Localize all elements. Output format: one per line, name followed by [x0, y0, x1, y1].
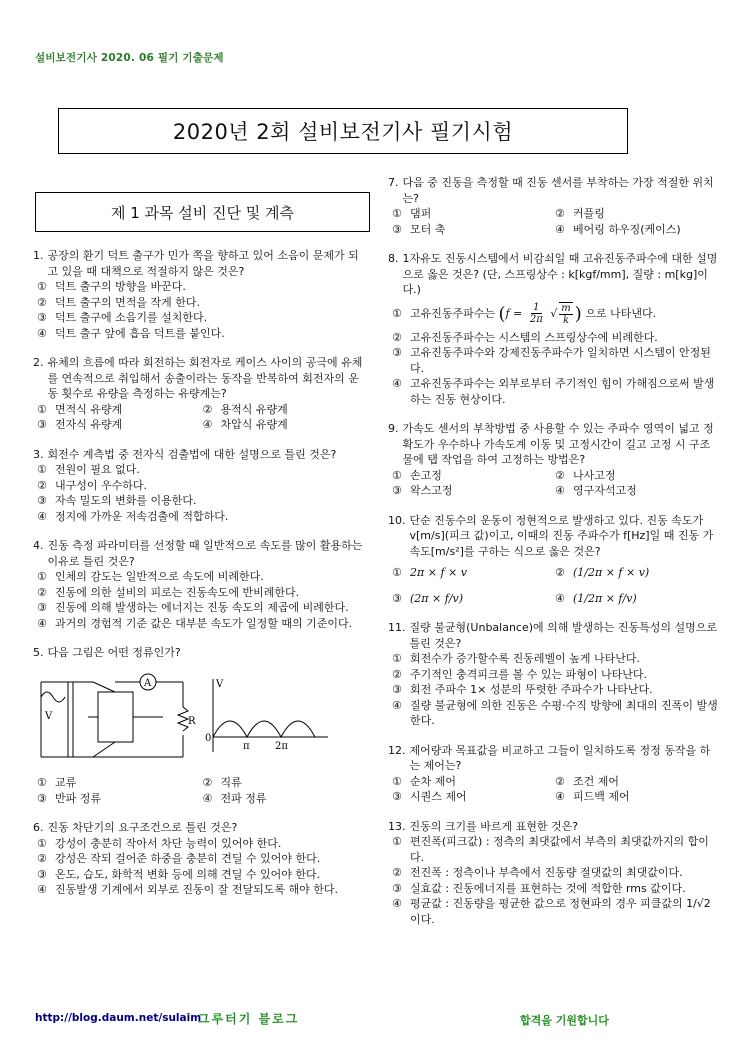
- option-3: ③ 실효값 : 진동에너지를 표현하는 것에 적합한 rms 값이다.: [392, 881, 686, 895]
- voltage-axis-label: V: [216, 678, 224, 690]
- rectifier-circuit-figure: [33, 667, 333, 767]
- question-9: [388, 421, 718, 499]
- question-number: 10.: [388, 513, 406, 527]
- question-6: [33, 820, 368, 898]
- question-number: 11.: [388, 621, 406, 634]
- blog-name: 그루터기 블로그: [198, 1012, 300, 1026]
- option-2: ② 조건 제어: [555, 774, 620, 788]
- question-8: [388, 251, 718, 407]
- option-3: ③ 자속 밀도의 변화를 이용한다.: [37, 494, 197, 507]
- option-1: ① 강성이 충분히 작아서 차단 능력이 있어야 한다.: [37, 836, 282, 850]
- right-column: [388, 175, 718, 941]
- option-3: ③ 고유진동주파수와 강제진동주파수가 일치하면 시스템이 안정된다.: [392, 346, 711, 375]
- option-2: ② 용적식 유량계: [202, 402, 288, 416]
- option-4: ④ 베어링 하우징(케이스): [555, 222, 681, 236]
- option-4: ④ 차압식 유량계: [202, 418, 288, 431]
- option-3: ③ 진동에 의해 발생하는 에너지는 진동 속도의 제곱에 비례한다.: [37, 601, 349, 614]
- option-2: ② 강성은 작되 걸어준 하중을 충분히 견딜 수 있어야 한다.: [37, 852, 321, 865]
- question-text: 진동의 크기를 바르게 표현한 것은?: [409, 819, 579, 833]
- question-13: [388, 819, 718, 928]
- question-text: 다음 중 진동을 측정할 때 진동 센서를 부착하는 가장 적절한 위치는?: [402, 176, 714, 205]
- option-4: ④ (1/2π × f/v): [555, 591, 637, 605]
- question-7: [388, 175, 718, 237]
- question-4: [33, 538, 368, 631]
- question-text: 진동 차단기의 요구조건으로 틀린 것은?: [47, 821, 238, 834]
- option-4: ④ 덕트 출구 앞에 흡음 덕트를 붙인다.: [37, 326, 225, 340]
- question-number: 2.: [33, 356, 44, 369]
- question-number: 12.: [388, 743, 406, 757]
- option-4: ④ 과거의 경험적 기준 값은 대부분 속도가 일정할 때의 기준이다.: [37, 616, 353, 630]
- option-1: ① 순차 제어: [392, 774, 457, 788]
- option-2: ② 주기적인 충격피크를 볼 수 있는 파형이 나타난다.: [392, 667, 647, 681]
- option-1: ① 면적식 유량계: [37, 402, 123, 416]
- question-number: 7.: [388, 176, 399, 189]
- option-4: ④ 질량 불균형에 의한 진동은 수평·수직 방향에 최대의 진폭이 발생한다.: [392, 698, 718, 727]
- question-text: 질량 불균형(Unbalance)에 의해 발생하는 진동특성의 설명으로 틀린 것은?: [409, 621, 718, 650]
- source-label: V: [45, 710, 53, 722]
- option-4: ④ 진동발생 기계에서 외부로 진동이 잘 전달되도록 해야 한다.: [37, 883, 338, 896]
- resistor-label: R: [188, 715, 196, 727]
- option-4: ④ 전파 정류: [202, 791, 267, 805]
- option-4: ④ 영구자석고정: [555, 484, 637, 497]
- option-3: ③ 덕트 출구에 소음기를 설치한다.: [37, 311, 208, 324]
- question-text: 진동 측정 파라미터를 선정할 때 일반적으로 속도를 많이 활용하는 이유로 틀린 것은?: [47, 539, 363, 568]
- option-4: ④ 피드백 제어: [555, 790, 630, 803]
- option-2: ② 덕트 출구의 면적을 작게 한다.: [37, 295, 200, 309]
- option-1: ① 덕트 출구의 방향을 바꾼다.: [37, 280, 186, 293]
- option-4: ④ 고유진동주파수는 외부로부터 주기적인 힘이 가해짐으로써 발생하는 진동 현상이다.: [392, 377, 715, 406]
- option-2: ② 고유진동주파수는 시스템의 스프링상수에 비례한다.: [392, 330, 658, 344]
- question-number: 13.: [388, 819, 406, 833]
- option-3: ③ 시퀀스 제어: [392, 790, 467, 803]
- subject-heading: 제 1 과목 설비 진단 및 계측: [35, 192, 370, 232]
- option-4: ④ 평균값 : 진동량을 평균한 값으로 정현파의 경우 피클값의 1/√2 이다.: [392, 897, 711, 926]
- question-10: [388, 513, 718, 607]
- question-text: 유체의 흐름에 따라 회전하는 회전자로 케이스 사이의 공극에 유체를 연속적으로 취입해서 송출이라는 동작을 반복하여 회전자의 운동 횟수로 유량을 측정하는 유량계는?: [47, 356, 363, 400]
- question-text: 회전수 계측법 중 전자식 검출법에 대한 설명으로 틀린 것은?: [47, 447, 337, 461]
- question-text: 1자유도 진동시스템에서 비감쇠일 때 고유진동주파수에 대한 설명으로 옳은 것은? (단, 스프링상수 : k[kgf/mm], 질량 : m[kg]이다.): [402, 252, 718, 296]
- option-1: ① 인체의 감도는 일반적으로 속도에 비례한다.: [37, 570, 264, 583]
- question-text: 제어량과 목표값을 비교하고 그들이 일치하도록 정정 동작을 하는 제어는?: [409, 743, 711, 772]
- question-number: 3.: [33, 447, 44, 461]
- question-number: 4.: [33, 539, 44, 552]
- option-2: ② 내구성이 우수하다.: [37, 478, 148, 492]
- option-2: ② (1/2π × f × v): [555, 566, 650, 579]
- question-number: 5.: [33, 646, 44, 659]
- option-1: ① 교류: [37, 776, 77, 789]
- option-1: ① 2π × f × v: [392, 566, 467, 579]
- option-1: ① 회전수가 증가할수록 진동레벨이 높게 나타난다.: [392, 652, 641, 665]
- question-5: [33, 645, 368, 806]
- option-3: ③ (2π × f/v): [392, 591, 464, 605]
- option-3: ③ 왁스고정: [392, 484, 453, 497]
- footer-wish: 합격을 기원합니다: [520, 1014, 609, 1027]
- question-text: 공장의 환기 덕트 출구가 민가 쪽을 향하고 있어 소음이 문제가 되고 있을 때 대책으로 적절하지 않은 것은?: [47, 249, 359, 278]
- option-2: ② 커플링: [555, 207, 605, 220]
- option-3: ③ 온도, 습도, 화학적 변화 등에 의해 견딜 수 있어야 한다.: [37, 867, 321, 881]
- header-tag: 설비보전기사 2020. 06 필기 기출문제: [35, 52, 224, 64]
- pi-label: π: [243, 740, 250, 752]
- question-number: 1.: [33, 249, 44, 262]
- option-3: ③ 전자식 유량계: [37, 418, 123, 431]
- option-2: ② 전진폭 : 정측이나 부측에서 진동량 절댓값의 최댓값이다.: [392, 866, 683, 879]
- option-3: ③ 모터 축: [392, 222, 446, 236]
- option-1: ① 댐퍼: [392, 207, 432, 220]
- question-text: 가속도 센서의 부착방법 중 사용할 수 있는 주파수 영역이 넓고 정확도가 우수하나 가속도계 이동 및 고정시간이 길고 고정 시 구조물에 탭 작업을 하여 고정하는 방법은?: [402, 422, 714, 466]
- question-1: [33, 248, 368, 341]
- question-2: [33, 355, 368, 433]
- question-number: 6.: [33, 821, 44, 834]
- blog-url-link[interactable]: http://blog.daum.net/sulaim: [35, 1012, 202, 1024]
- question-text: 다음 그림은 어떤 정류인가?: [47, 646, 181, 659]
- origin-label: 0: [205, 732, 212, 744]
- option-2: ② 진동에 의한 설비의 피로는 진동속도에 반비례한다.: [37, 585, 300, 599]
- left-column: [33, 248, 368, 912]
- exam-title: 2020년 2회 설비보전기사 필기시험: [58, 108, 628, 154]
- option-2: ② 나사고정: [555, 468, 616, 482]
- option-1: ① 고유진동주파수는 (f = $\frac{1}{2\pi}$ √ $\frac{m}{k}$ ) 으로 나타낸다.: [392, 302, 657, 326]
- question-12: [388, 743, 718, 805]
- question-number: 9.: [388, 422, 399, 435]
- two-pi-label: 2π: [275, 740, 288, 752]
- option-4: ④ 정지에 가까운 저속검출에 적합하다.: [37, 509, 229, 523]
- question-number: 8.: [388, 252, 399, 265]
- question-text: 단순 진동수의 운동이 정현적으로 발생하고 있다. 진동 속도가 v[m/s](피크 값)이고, 이때의 진동 주파수가 f[Hz]일 때 진동 가속도[m/s²]를 구하는 식으로 옳은 것은?: [409, 513, 714, 558]
- option-1: ① 편진폭(피크값) : 정측의 최댓값에서 부측의 최댓값까지의 합이다.: [392, 835, 709, 864]
- option-1: ① 전원이 필요 없다.: [37, 463, 140, 476]
- question-11: [388, 620, 718, 729]
- option-3: ③ 회전 주파수 1× 성분의 뚜렷한 주파수가 나타난다.: [392, 683, 653, 696]
- ammeter-label: A: [144, 677, 152, 689]
- question-3: [33, 447, 368, 525]
- option-3: ③ 반파 정류: [37, 791, 102, 805]
- option-2: ② 직류: [202, 776, 242, 789]
- option-1: ① 손고정: [392, 468, 442, 482]
- natural-frequency-formula: (f = $\frac{1}{2\pi}$ √ $\frac{m}{k}$ ): [498, 302, 582, 326]
